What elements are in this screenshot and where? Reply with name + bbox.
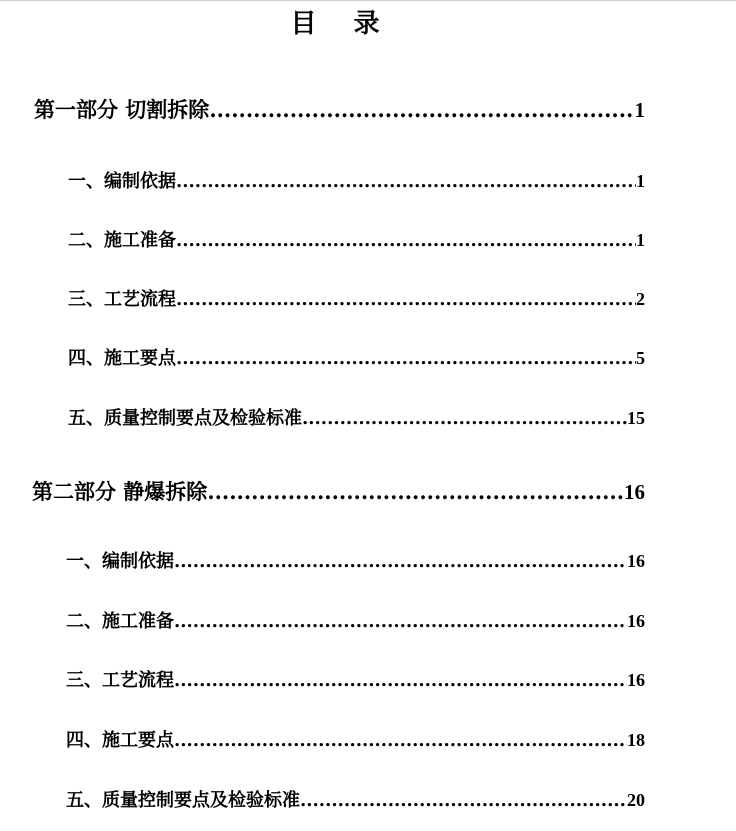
toc-dot-leader	[207, 479, 624, 504]
toc-entry-text: 五、质量控制要点及检验标准	[66, 790, 300, 811]
toc-entry[interactable]	[66, 547, 645, 573]
toc-entry-text: 二、施工准备	[66, 611, 174, 632]
toc-entry-text: 四、施工要点	[66, 730, 174, 751]
toc-page-number: 1	[634, 98, 645, 122]
toc-entry[interactable]	[68, 167, 645, 193]
toc-title: 目 录	[290, 9, 394, 39]
toc-entry[interactable]	[68, 404, 645, 430]
toc-entry-text: 第二部分 静爆拆除	[32, 479, 208, 504]
toc-entry[interactable]	[66, 607, 645, 633]
toc-page-number: 1	[636, 171, 645, 191]
toc-dot-leader	[174, 611, 627, 632]
toc-dot-leader	[176, 289, 636, 310]
toc-page-number: 16	[627, 670, 645, 690]
page-top-rule	[0, 0, 736, 1]
toc-dot-leader	[176, 348, 636, 369]
toc-page-number: 16	[627, 551, 645, 571]
toc-entry[interactable]	[68, 344, 645, 370]
toc-entry[interactable]	[68, 285, 645, 311]
toc-entry[interactable]	[66, 786, 645, 812]
toc-dot-leader	[176, 230, 636, 251]
toc-page-number: 18	[627, 730, 645, 750]
toc-page-number: 16	[624, 480, 645, 504]
toc-dot-leader	[300, 790, 627, 811]
toc-dot-leader	[209, 97, 634, 122]
toc-entry[interactable]	[66, 726, 645, 752]
toc-entry-text: 三、工艺流程	[68, 289, 176, 310]
toc-entry-text: 四、施工要点	[68, 348, 176, 369]
toc-entry-text: 一、编制依据	[68, 171, 176, 192]
toc-entry[interactable]	[66, 666, 645, 692]
toc-dot-leader	[302, 408, 627, 429]
toc-part-2[interactable]	[32, 476, 645, 506]
toc-dot-leader	[174, 730, 627, 751]
toc-page-number: 16	[627, 611, 645, 631]
toc-dot-leader	[174, 670, 627, 691]
toc-dot-leader	[174, 551, 627, 572]
toc-page-number: 5	[636, 348, 645, 368]
toc-entry-text: 二、施工准备	[68, 230, 176, 251]
toc-entry-text: 第一部分 切割拆除	[34, 97, 210, 122]
toc-page-number: 20	[627, 790, 645, 810]
toc-part-1[interactable]	[34, 94, 645, 124]
toc-entry[interactable]	[68, 226, 645, 252]
toc-entry-text: 三、工艺流程	[66, 670, 174, 691]
toc-entry-text: 一、编制依据	[66, 551, 174, 572]
toc-dot-leader	[176, 171, 636, 192]
toc-page-number: 1	[636, 230, 645, 250]
toc-page-number: 2	[636, 289, 645, 309]
toc-entry-text: 五、质量控制要点及检验标准	[68, 408, 302, 429]
toc-page-number: 15	[627, 408, 645, 428]
